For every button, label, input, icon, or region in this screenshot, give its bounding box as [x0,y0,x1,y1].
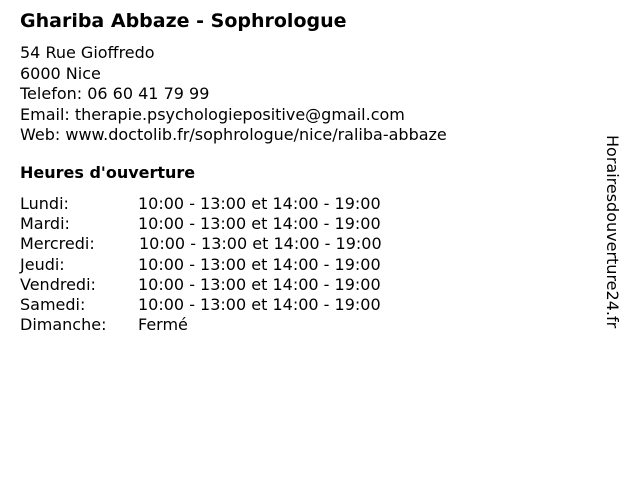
hours-row-tuesday [20,214,382,234]
hours-row-monday [20,194,382,214]
opening-hours-heading: Heures d'ouverture [20,163,196,182]
day-label: Lundi: [20,194,69,213]
hours-row-thursday [20,255,382,275]
hours-value: 10:00 - 13:00 et 14:00 - 19:00 [139,234,382,254]
website-url: Web: www.doctolib.fr/sophrologue/nice/raliba-abbaze [20,125,447,144]
day-label: Samedi: [20,294,86,314]
hours-value: 10:00 - 13:00 et 14:00 - 19:00 [138,254,381,274]
street-address: 54 Rue Gioffredo [20,43,155,62]
email-address: Email: therapie.psychologiepositive@gmail.com [20,104,405,124]
contact-block [20,43,447,146]
day-label: Jeudi: [20,254,65,274]
hours-value: Fermé [138,315,188,335]
day-label: Mercredi: [20,234,95,254]
day-label: Vendredi: [20,274,96,294]
hours-value: 10:00 - 13:00 et 14:00 - 19:00 [138,194,381,213]
day-label: Dimanche: [20,315,107,335]
hours-value: 10:00 - 13:00 et 14:00 - 19:00 [138,294,381,314]
hours-row-sunday [20,315,382,335]
phone-number: Telefon: 06 60 41 79 99 [20,84,210,103]
day-label: Mardi: [20,214,70,234]
hours-row-saturday [20,295,382,315]
site-watermark: Horairesdouverture24.fr [603,135,622,329]
opening-hours-table [20,194,382,335]
hours-value: 10:00 - 13:00 et 14:00 - 19:00 [138,214,381,234]
hours-row-wednesday [20,234,382,254]
hours-value: 10:00 - 13:00 et 14:00 - 19:00 [138,274,381,294]
hours-row-friday [20,275,382,295]
business-title: Ghariba Abbaze - Sophrologue [20,10,347,32]
city-postcode: 6000 Nice [20,63,101,83]
